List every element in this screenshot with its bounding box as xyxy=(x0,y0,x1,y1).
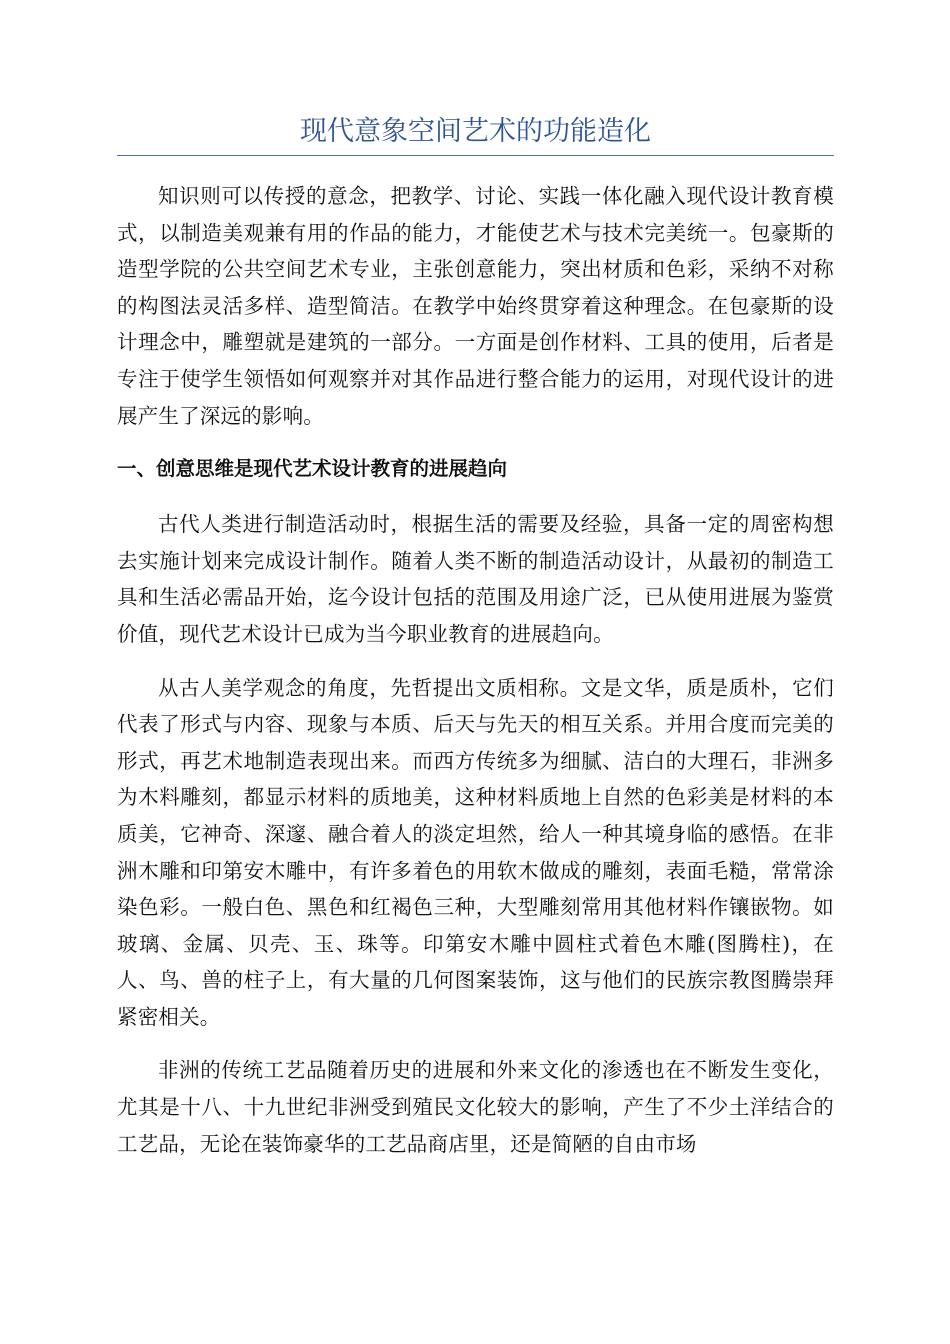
document-body xyxy=(117,178,834,1179)
section-heading: 一、创意思维是现代艺术设计教育的进展趋向 xyxy=(117,457,508,481)
paragraph-intro: 知识则可以传授的意念，把教学、讨论、实践一体化融入现代设计教育模式，以制造美观兼有用的作品的能力，才能使艺术与技术完美统一。包豪斯的造型学院的公共空间艺术专业，主张创意能力，突出材质和色彩，采纳不对称的构图法灵活多样、造型简洁。在教学中始终贯穿着这种理念。在包豪斯的设计理念中，雕塑就是建筑的一部分。一方面是创作材料、工具的使用，后者是专注于使学生领悟如何观察并对其作品进行整合能力的运用，对现代设计的进展产生了深远的影响。 xyxy=(117,184,834,428)
paragraph-african-crafts: 非洲的传统工艺品随着历史的进展和外来文化的渗透也在不断发生变化，尤其是十八、十九世纪非洲受到殖民文化较大的影响，产生了不少土洋结合的工艺品，无论在装饰豪华的工艺品商店里，还是简陋的自由市场 xyxy=(117,1058,834,1156)
title-underline xyxy=(117,155,834,156)
document-title: 现代意象空间艺术的功能造化 xyxy=(300,116,651,147)
paragraph-aesthetics: 从古人美学观念的角度，先哲提出文质相称。文是文华，质是质朴，它们代表了形式与内容、现象与本质、后天与先天的相互关系。并用合度而完美的形式，再艺术地制造表现出来。而西方传统多为细腻、洁白的大理石，非洲多为木料雕刻，都显示材料的质地美，这种材料质地上自然的色彩美是材料的本质美，它神奇、深邃、融合着人的淡定坦然，给人一种其境身临的感悟。在非洲木雕和印第安木雕中，有许多着色的用软木做成的雕刻，表面毛糙，常常涂染色彩。一般白色、黑色和红褐色三种，大型雕刻常用其他材料作镶嵌物。如玻璃、金属、贝壳、玉、珠等。印第安木雕中圆柱式着色木雕(图腾柱)，在人、鸟、兽的柱子上，有大量的几何图案装饰，这与他们的民族宗教图腾崇拜紧密相关。 xyxy=(117,675,834,1029)
paragraph-ancient-design: 古代人类进行制造活动时，根据生活的需要及经验，具备一定的周密构想去实施计划来完成设计制作。随着人类不断的制造活动设计，从最初的制造工具和生活必需品开始，迄今设计包括的范围及用途广泛，已从使用进展为鉴赏价值，现代艺术设计已成为当今职业教育的进展趋向。 xyxy=(117,512,834,646)
